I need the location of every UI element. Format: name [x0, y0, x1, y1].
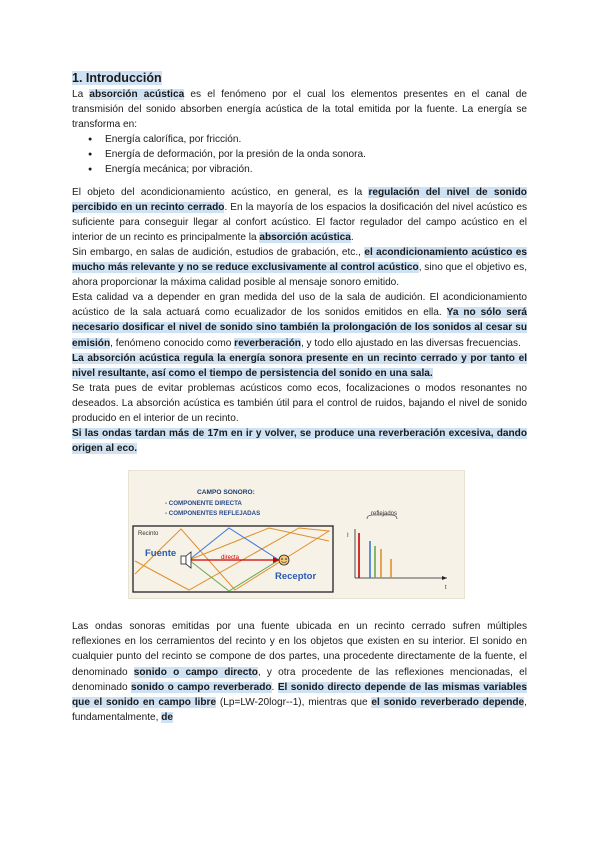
paragraph-sound-field: Las ondas sonoras emitidas por una fuente ubicada en un recinto cerrado sufren múltiples reflexiones en los cerramientos del recinto y en los objetos que existen en su interior. El sonido en cualquier punto del recinto se compone de dos partes, una procedente directamente de la fuente, el denominado sonido o campo directo, y otra procedente de las reflexiones mencionadas, el denominado sonido o campo reverberado. El sonido directo depende de las mismas variables que el sonido en campo libre (Lp=LW-20logr--1), mientras que el sonido reverberado depende, fundamentalmente, de: [72, 621, 527, 723]
room-label: Recinto: [138, 531, 159, 538]
paragraph-quality: Esta calidad va a depender en gran medida del uso de la sala de audición. El acondicionamiento acústico de la sala actuará como ecualizador de los sonidos emitidos en ella. Ya no sólo será necesario dosificar el nivel de sonido sino también la prolongación de los sonidos al cesar su emisión, fenómeno conocido como reverberación, y todo ello ajustado en las diversas frecuencias.: [72, 292, 527, 349]
list-item: ● Energía mecánica; por vibración.: [88, 162, 527, 177]
list-item: ● Energía calorífica, por fricción.: [88, 132, 527, 147]
x-axis-label: t: [445, 585, 447, 592]
receptor-icon: [279, 555, 289, 565]
energy-list: [72, 132, 527, 177]
paragraph-echo: Si las ondas tardan más de 17m en ir y volver, se produce una reverberación excesiva, dando origen al eco.: [72, 428, 527, 455]
list-item: ● Energía de deformación, por la presión de la onda sonora.: [88, 147, 527, 162]
document-body: [72, 70, 527, 725]
source-label: Fuente: [145, 548, 177, 560]
diagram-legend-direct: - COMPONENTE DIRECTA: [165, 500, 242, 508]
reflected-label: reflejados: [371, 511, 398, 518]
receptor-label: Receptor: [275, 571, 317, 583]
paragraph-regulation: La absorción acústica regula la energía sonora presente en un recinto cerrado y por tanto el nivel resultante, así como el tiempo de persistencia del sonido en una sala.: [72, 352, 527, 379]
section-heading: 1. Introducción: [72, 71, 162, 85]
direct-label: directa: [221, 555, 240, 562]
paragraph-problems: Se trata pues de evitar problemas acústicos como ecos, focalizaciones o modos resonantes no deseados. La absorción acústica es también útil para el control de ruidos, bajando el nivel de sonido producido en el interior de un recinto.: [72, 382, 527, 424]
paragraph-objective: El objeto del acondicionamiento acústico, en general, es la regulación del nivel de sonido percibido en un recinto cerrado. En la mayoría de los espacios la dosificación del nivel acústico es suficiente para conseguir llegar al confort acústico. El factor regulador del campo acústico en el interior de un recinto es principalmente la absorción acústica.: [72, 186, 528, 243]
sound-field-diagram: [128, 470, 465, 599]
y-axis-label: I: [347, 533, 349, 540]
paragraph-rooms: Sin embargo, en salas de audición, estudios de grabación, etc., el acondicionamiento acústico es mucho más relevante y no se reduce exclusivamente al control acústico, sino que el objetivo es, ahora proporcionar la máxima calidad posible al mensaje sonoro emitido.: [72, 246, 527, 289]
diagram-legend-reflected: - COMPONENTES REFLEJADAS: [165, 510, 261, 518]
diagram-title: CAMPO SONORO:: [197, 489, 255, 497]
paragraph-intro: La absorción acústica es el fenómeno por el cual los elementos presentes en el canal de transmisión del sonido absorben energía acústica de la total emitida por la fuente. La energía se transforma en:: [72, 89, 527, 131]
x-axis-arrow: [442, 576, 447, 580]
speaker-icon: [181, 556, 186, 564]
speaker-cone: [186, 552, 191, 568]
